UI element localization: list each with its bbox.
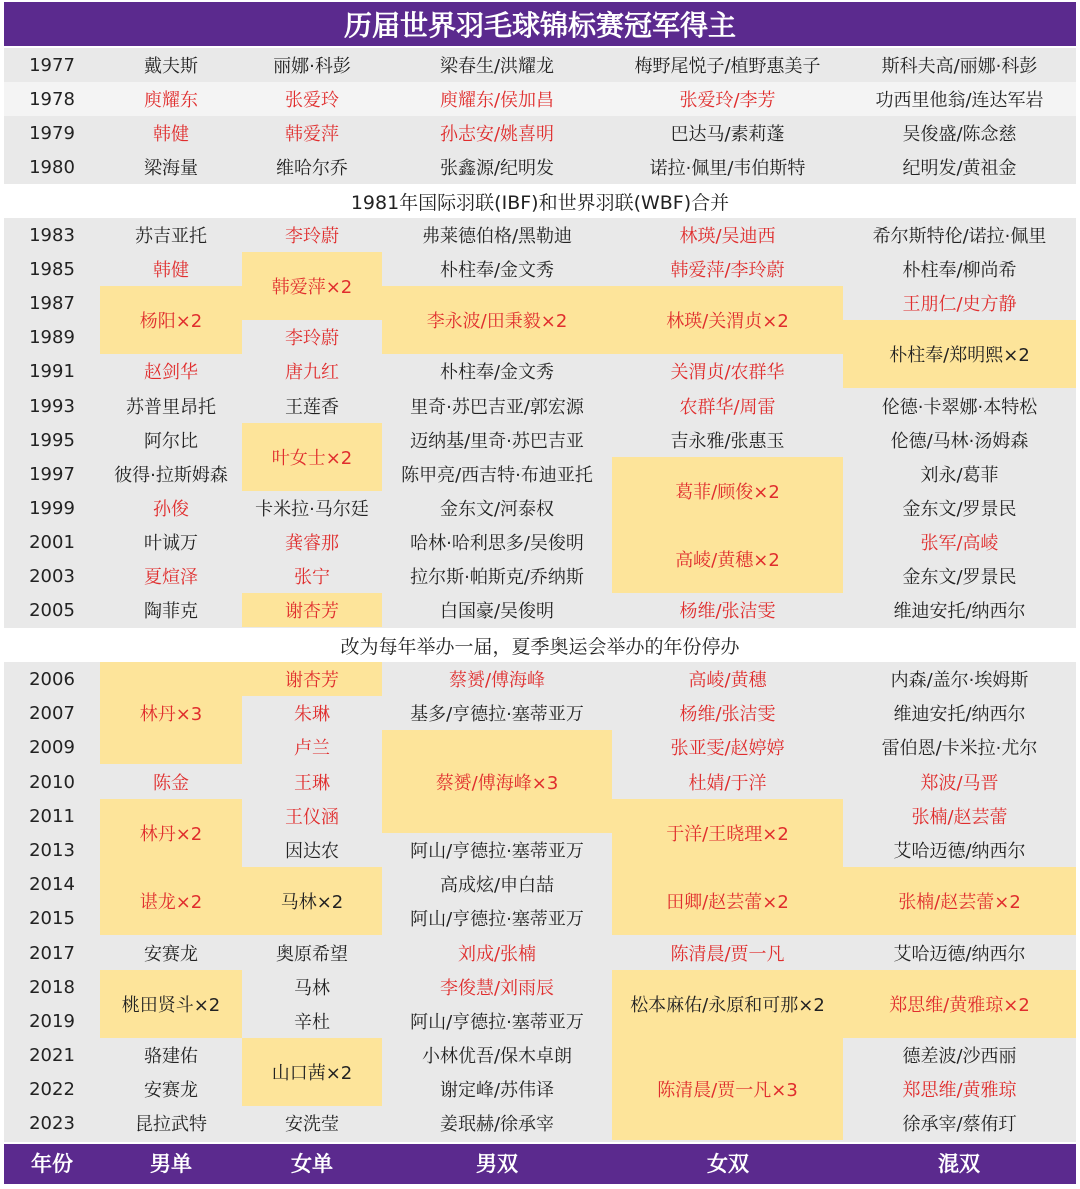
mens-singles-cell: 彼得·拉斯姆森 — [114, 465, 228, 486]
womens-singles-cell: 王莲香 — [285, 397, 339, 418]
womens-singles-cell: 唐九红 — [285, 362, 339, 383]
year-cell: 2023 — [29, 1112, 75, 1134]
mixed-doubles-cell: 郑波/马晋 — [920, 773, 999, 794]
year-cell: 1989 — [29, 326, 75, 348]
womens-doubles-cell: 葛菲/顾俊×2 — [612, 457, 843, 525]
year-cell: 1983 — [29, 224, 75, 246]
womens-singles-cell: 王仪涵 — [285, 807, 339, 828]
mixed-doubles-cell: 郑思维/黄雅琼×2 — [843, 970, 1076, 1038]
mens-singles-cell: 苏吉亚托 — [135, 226, 207, 247]
mens-doubles-cell: 蔡赟/傅海峰 — [448, 670, 546, 691]
mixed-doubles-cell: 王朋仁/史方静 — [902, 294, 1017, 315]
womens-singles-cell: 因达农 — [285, 841, 339, 862]
mixed-doubles-cell: 吴俊盛/陈念慈 — [902, 124, 1017, 145]
year-cell: 2005 — [29, 599, 75, 621]
womens-doubles-cell: 于洋/王晓理×2 — [612, 799, 843, 867]
mens-doubles-cell: 蔡赟/傅海峰×3 — [382, 730, 612, 833]
womens-doubles-cell: 松本麻佑/永原和可那×2 — [612, 970, 843, 1038]
mixed-doubles-cell: 纪明发/黄祖金 — [902, 158, 1017, 179]
womens-singles-cell: 韩爱萍×2 — [242, 252, 382, 320]
mens-doubles-cell: 刘成/张楠 — [457, 944, 537, 965]
mixed-doubles-cell: 张军/高崚 — [920, 533, 999, 554]
year-cell: 2017 — [29, 942, 75, 964]
womens-singles-cell: 辛杜 — [294, 1012, 330, 1033]
mens-doubles-cell: 弗莱德伯格/黑勒迪 — [421, 226, 573, 247]
womens-doubles-cell: 杜婧/于洋 — [688, 773, 767, 794]
mens-doubles-cell: 张鑫源/纪明发 — [439, 158, 555, 179]
womens-singles-cell: 谢杏芳 — [242, 593, 382, 627]
mens-doubles-cell: 小林优吾/保木卓朗 — [421, 1046, 573, 1067]
year-cell: 1978 — [29, 88, 75, 110]
mens-singles-cell: 孙俊 — [153, 499, 189, 520]
mens-doubles-cell: 李俊慧/刘雨辰 — [439, 978, 555, 999]
mixed-doubles-cell: 希尔斯特伦/诺拉·佩里 — [872, 226, 1047, 247]
column-header-mixed-doubles: 混双 — [938, 1152, 980, 1176]
mixed-doubles-cell: 艾哈迈德/纳西尔 — [893, 944, 1026, 965]
mens-singles-cell: 庾耀东 — [144, 90, 198, 111]
mens-doubles-cell: 谢定峰/苏伟译 — [439, 1080, 555, 1101]
mixed-doubles-cell: 维迪安托/纳西尔 — [893, 704, 1026, 725]
mixed-doubles-cell: 功西里他翁/连达军岩 — [875, 90, 1044, 111]
year-cell: 2007 — [29, 702, 75, 724]
mens-singles-cell: 阿尔比 — [144, 431, 198, 452]
mens-singles-cell: 梁海量 — [144, 158, 198, 179]
womens-doubles-cell: 梅野尾悦子/植野惠美子 — [634, 56, 821, 77]
womens-doubles-cell: 杨维/张洁雯 — [679, 601, 776, 622]
mixed-doubles-cell: 张楠/赵芸蕾×2 — [843, 867, 1076, 935]
womens-singles-cell: 马林×2 — [242, 867, 382, 935]
mens-singles-cell: 安赛龙 — [144, 944, 198, 965]
mens-doubles-cell: 迈纳基/里奇·苏巴吉亚 — [410, 431, 584, 452]
mens-doubles-cell: 基多/亨德拉·塞蒂亚万 — [410, 704, 584, 725]
mens-doubles-cell: 朴柱奉/金文秀 — [439, 362, 555, 383]
mens-doubles-cell: 陈甲亮/西吉特·布迪亚托 — [401, 465, 593, 486]
womens-singles-cell: 马林 — [294, 978, 330, 999]
womens-singles-cell: 李玲蔚 — [285, 226, 339, 247]
mens-singles-cell: 戴夫斯 — [144, 56, 198, 77]
womens-doubles-cell: 林瑛/关渭贞×2 — [612, 286, 843, 354]
mens-singles-cell: 桃田贤斗×2 — [100, 970, 242, 1038]
year-cell: 1995 — [29, 429, 75, 451]
year-cell: 2006 — [29, 668, 75, 690]
mens-singles-cell: 赵剑华 — [144, 362, 198, 383]
womens-doubles-cell: 高崚/黄穗 — [688, 670, 767, 691]
year-cell: 2019 — [29, 1010, 75, 1032]
mixed-doubles-cell: 斯科夫高/丽娜·科彭 — [881, 56, 1038, 77]
womens-singles-cell: 李玲蔚 — [285, 328, 339, 349]
year-cell: 2014 — [29, 873, 75, 895]
mixed-doubles-cell: 刘永/葛菲 — [920, 465, 999, 486]
year-cell: 2013 — [29, 839, 75, 861]
mens-singles-cell: 苏普里昂托 — [126, 397, 216, 418]
mixed-doubles-cell: 伦德/马林·汤姆森 — [890, 431, 1029, 452]
year-cell: 2003 — [29, 565, 75, 587]
mens-doubles-cell: 孙志安/姚喜明 — [439, 124, 555, 145]
womens-doubles-cell: 田卿/赵芸蕾×2 — [612, 867, 843, 935]
mens-singles-cell: 陶菲克 — [144, 601, 198, 622]
mens-singles-cell: 韩健 — [153, 124, 189, 145]
mixed-doubles-cell: 金东文/罗景民 — [902, 499, 1017, 520]
womens-singles-cell: 张宁 — [294, 567, 330, 588]
womens-singles-cell: 奥原希望 — [276, 944, 348, 965]
womens-singles-cell: 安洗莹 — [285, 1114, 339, 1135]
year-cell: 2022 — [29, 1078, 75, 1100]
mixed-doubles-cell: 雷伯恩/卡米拉·尤尔 — [881, 738, 1038, 759]
year-cell: 2011 — [29, 805, 75, 827]
mens-doubles-cell: 阿山/亨德拉·塞蒂亚万 — [410, 909, 584, 930]
year-cell: 1980 — [29, 156, 75, 178]
womens-doubles-cell: 韩爱萍/李玲蔚 — [670, 260, 785, 281]
womens-doubles-cell: 诺拉·佩里/韦伯斯特 — [649, 158, 806, 179]
mens-singles-cell: 骆建佑 — [144, 1046, 198, 1067]
mixed-doubles-cell: 金东文/罗景民 — [902, 567, 1017, 588]
mens-doubles-cell: 哈林·哈利思多/吴俊明 — [410, 533, 584, 554]
womens-singles-cell: 韩爱萍 — [285, 124, 339, 145]
womens-singles-cell: 山口茜×2 — [242, 1038, 382, 1106]
year-cell: 1991 — [29, 360, 75, 382]
year-cell: 1993 — [29, 395, 75, 417]
womens-doubles-cell: 张亚雯/赵婷婷 — [670, 738, 785, 759]
merge-note: 1981年国际羽联(IBF)和世界羽联(WBF)合并 — [4, 184, 1076, 218]
mens-doubles-cell: 李永波/田秉毅×2 — [382, 286, 612, 354]
column-header-womens-singles: 女单 — [291, 1152, 333, 1176]
mixed-doubles-cell: 伦德·卡翠娜·本特松 — [881, 397, 1038, 418]
column-header-year: 年份 — [31, 1152, 73, 1176]
year-cell: 1987 — [29, 292, 75, 314]
year-cell: 1997 — [29, 463, 75, 485]
mens-doubles-cell: 庾耀东/侯加昌 — [439, 90, 555, 111]
mens-singles-cell: 安赛龙 — [144, 1080, 198, 1101]
year-cell: 2010 — [29, 771, 75, 793]
womens-doubles-cell: 关渭贞/农群华 — [670, 362, 785, 383]
mens-singles-cell: 杨阳×2 — [100, 286, 242, 354]
mens-doubles-cell: 朴柱奉/金文秀 — [439, 260, 555, 281]
year-cell: 2001 — [29, 531, 75, 553]
mens-doubles-cell: 阿山/亨德拉·塞蒂亚万 — [410, 1012, 584, 1033]
mixed-doubles-cell: 内森/盖尔·埃姆斯 — [890, 670, 1029, 691]
mixed-doubles-cell: 德差波/沙西丽 — [902, 1046, 1017, 1067]
mixed-doubles-cell: 维迪安托/纳西尔 — [893, 601, 1026, 622]
mens-doubles-cell: 阿山/亨德拉·塞蒂亚万 — [410, 841, 584, 862]
mens-singles-cell: 昆拉武特 — [135, 1114, 207, 1135]
mens-singles-cell: 韩健 — [153, 260, 189, 281]
mixed-doubles-cell: 朴柱奉/郑明熙×2 — [843, 320, 1076, 388]
womens-singles-cell: 卢兰 — [294, 738, 330, 759]
mens-doubles-cell: 拉尔斯·帕斯克/乔纳斯 — [410, 567, 584, 588]
year-cell: 1977 — [29, 54, 75, 76]
mens-doubles-cell: 里奇·苏巴吉亚/郭宏源 — [410, 397, 584, 418]
womens-singles-cell: 卡米拉·马尔廷 — [255, 499, 369, 520]
womens-doubles-cell: 农群华/周雷 — [679, 397, 776, 418]
year-cell: 1979 — [29, 122, 75, 144]
schedule-note: 改为每年举办一届，夏季奥运会举办的年份停办 — [4, 628, 1076, 662]
column-header-mens-singles: 男单 — [150, 1152, 192, 1176]
mens-singles-cell: 夏煊泽 — [144, 567, 198, 588]
womens-singles-cell: 丽娜·科彭 — [273, 56, 351, 77]
womens-doubles-cell: 林瑛/吴迪西 — [679, 226, 776, 247]
womens-doubles-cell: 吉永雅/张惠玉 — [670, 431, 785, 452]
year-cell: 1999 — [29, 497, 75, 519]
womens-singles-cell: 王琳 — [294, 773, 330, 794]
womens-singles-cell: 张爱玲 — [285, 90, 339, 111]
mixed-doubles-cell: 张楠/赵芸蕾 — [911, 807, 1008, 828]
womens-singles-cell: 朱琳 — [294, 704, 330, 725]
column-header-mens-doubles: 男双 — [476, 1152, 518, 1176]
mens-doubles-cell: 高成炫/申白喆 — [439, 875, 555, 896]
year-cell: 2009 — [29, 736, 75, 758]
womens-singles-cell: 龚睿那 — [285, 533, 339, 554]
mixed-doubles-cell: 朴柱奉/柳尚希 — [902, 260, 1017, 281]
womens-doubles-cell: 巴达马/素莉蓬 — [670, 124, 785, 145]
mens-doubles-cell: 白国豪/吴俊明 — [439, 601, 555, 622]
womens-doubles-cell: 高崚/黄穗×2 — [612, 525, 843, 593]
page-title: 历届世界羽毛球锦标赛冠军得主 — [4, 2, 1076, 46]
mixed-doubles-cell: 徐承宰/蔡侑玎 — [902, 1114, 1017, 1135]
womens-singles-cell: 维哈尔乔 — [276, 158, 348, 179]
womens-doubles-cell: 杨维/张洁雯 — [679, 704, 776, 725]
mixed-doubles-cell: 郑思维/黄雅琼 — [902, 1080, 1017, 1101]
mixed-doubles-cell: 艾哈迈德/纳西尔 — [893, 841, 1026, 862]
column-header-womens-doubles: 女双 — [707, 1152, 749, 1176]
mens-doubles-cell: 梁春生/洪耀龙 — [439, 56, 555, 77]
mens-singles-cell: 陈金 — [153, 773, 189, 794]
mens-singles-cell: 林丹×2 — [100, 799, 242, 867]
womens-doubles-cell: 陈清晨/贾一凡×3 — [612, 1038, 843, 1140]
mens-doubles-cell: 姜珉赫/徐承宰 — [439, 1114, 555, 1135]
year-cell: 2021 — [29, 1044, 75, 1066]
year-cell: 2018 — [29, 976, 75, 998]
year-cell: 1985 — [29, 258, 75, 280]
womens-doubles-cell: 陈清晨/贾一凡 — [670, 944, 785, 965]
year-cell: 2015 — [29, 907, 75, 929]
mens-doubles-cell: 金东文/河泰权 — [439, 499, 555, 520]
column-header-bar — [4, 1144, 1076, 1184]
mens-singles-cell: 谌龙×2 — [100, 867, 242, 935]
womens-singles-cell: 谢杏芳 — [242, 662, 382, 696]
womens-singles-cell: 叶女士×2 — [242, 423, 382, 491]
womens-doubles-cell: 张爱玲/李芳 — [679, 90, 776, 111]
mens-singles-cell: 林丹×3 — [100, 662, 242, 764]
mens-singles-cell: 叶诚万 — [144, 533, 198, 554]
